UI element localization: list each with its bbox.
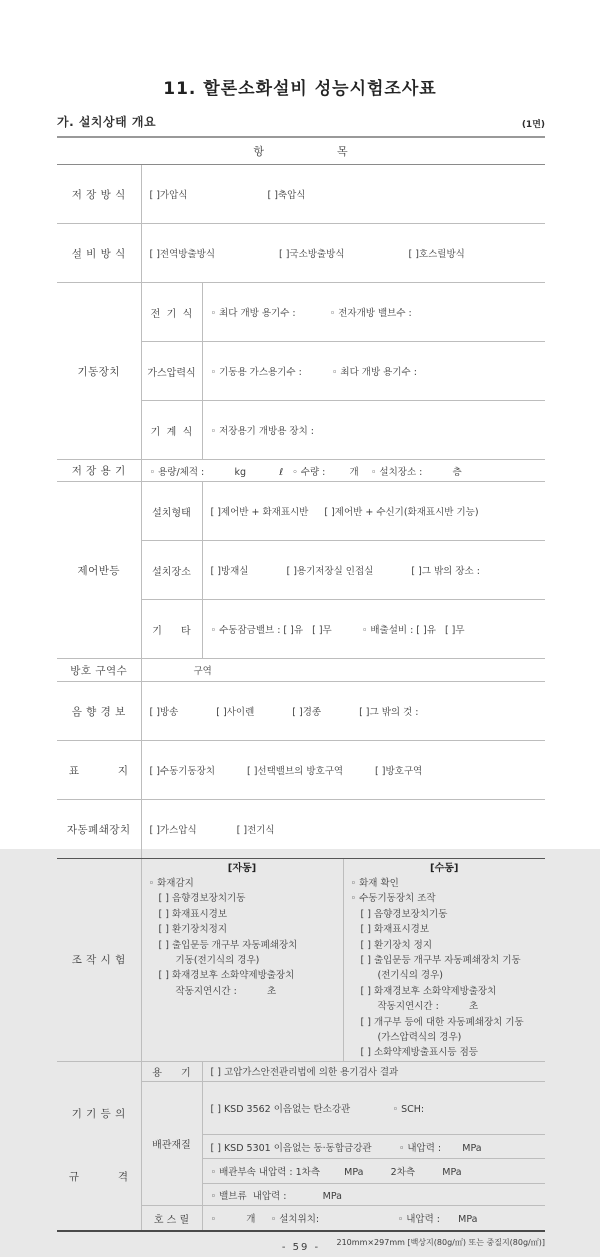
row-content-panel-location — [202, 541, 545, 600]
table-row — [57, 682, 545, 741]
checkbox-option: [ ]용기저장실 인접실 — [286, 566, 374, 577]
op-test-line: (전기식의 경우) — [377, 970, 443, 982]
table-row — [57, 460, 545, 482]
checkbox-option: [ ]경종 — [292, 707, 322, 718]
row-label-auto-close: 자동폐쇄장치 — [57, 800, 141, 859]
section-row — [57, 113, 545, 130]
op-test-manual-column — [343, 859, 545, 1062]
op-test-line: [ ] 출입문등 개구부 자동폐쇄장치 — [158, 939, 298, 951]
row-content-container: ◦ 용량/체적 : kg ℓ ◦ 수량 : 개 ◦ 설치장소 : 층 — [141, 460, 545, 482]
checkbox-option: [ ]전기식 — [236, 825, 275, 836]
table-row — [57, 283, 545, 342]
op-test-line: ◦ 화재 확인 — [350, 878, 399, 889]
table-row — [57, 482, 545, 541]
field-label: ◦ 최다 개방 용기수 : — [210, 308, 296, 319]
row-content-pipe-1: [ ] KSD 3562 이음없는 탄소강관 ◦ SCH: — [202, 1081, 545, 1135]
page-marker: (1면) — [521, 120, 545, 130]
sub-label-gas-pressure: 가스압력식 — [141, 342, 202, 401]
row-content-pipe-4: ◦ 밸브류 내압력 : MPa — [202, 1184, 545, 1206]
table-row-operation-test — [57, 859, 545, 1062]
row-content-zone-count: 구역 — [141, 659, 545, 682]
op-test-line: [ ] 개구부 등에 대한 자동폐쇄장치 기동 — [360, 1016, 524, 1028]
row-content-system — [141, 224, 545, 283]
sub-label-mechanical: 기 계 식 — [141, 401, 202, 460]
sub-label-panel-etc: 기 타 — [141, 600, 202, 659]
op-test-line: [ ] 환기장치 정지 — [360, 939, 433, 951]
checkbox-option: [ ]가압식 — [149, 190, 188, 201]
row-content-gas-pressure — [202, 342, 545, 401]
checkbox-option: [ ]제어반 + 수신기(화재표시반 기능) — [324, 507, 479, 518]
checkbox-option: [ ]호스릴방식 — [408, 249, 465, 260]
page-footer — [57, 1237, 545, 1257]
op-test-auto-header: [자동] — [227, 863, 257, 874]
op-test-line: ◦ 수동기동장치 조작 — [350, 893, 436, 905]
checkbox-option: [ ]수동기동장치 — [149, 766, 215, 777]
op-test-line: [ ] 출입문등 개구부 자동폐쇄장치 기동 — [360, 955, 521, 967]
checkbox-option: [ ]국소방출방식 — [279, 249, 345, 260]
row-label-sign: 표 지 — [57, 741, 141, 800]
table-row — [57, 224, 545, 283]
paper-spec-note: 210mm×297mm [백상지(80g/㎡) 또는 중질지(80g/㎡)] — [336, 1237, 545, 1247]
row-content-auto-close — [141, 800, 545, 859]
checkbox-option: ◦ 배출설비 : [ ]유 [ ]무 — [361, 625, 465, 636]
checkbox-option: [ ]그 밖의 것 : — [359, 707, 419, 718]
row-content-alarm — [141, 682, 545, 741]
op-test-line: [ ] 소화약제방출표시등 점등 — [360, 1047, 478, 1059]
table-header-row — [57, 137, 545, 165]
row-content-pipe-3: ◦ 배관부속 내압력 : 1차측 MPa 2차측 MPa — [202, 1159, 545, 1184]
op-test-line: [ ] 음향경보장치기동 — [158, 893, 246, 905]
checkbox-option: ◦ 수동잠금밸브 : [ ]유 [ ]무 — [210, 625, 332, 636]
op-test-line: ◦ 화재감지 — [148, 878, 194, 889]
row-content-hose-reel: ◦ 개 ◦ 설치위치: ◦ 내압력 : MPa — [210, 1214, 478, 1226]
op-test-manual-header: [수동] — [430, 863, 459, 874]
table-row — [57, 1061, 545, 1081]
checkbox-option: [ ]축압식 — [267, 190, 306, 201]
row-label-storage: 저 장 방 식 — [57, 165, 141, 224]
field-label: ◦ 기동용 가스용기수 : — [210, 367, 302, 378]
row-content-panel-etc — [202, 600, 545, 659]
row-content-pipe-2: [ ] KSD 5301 이음없는 동·동합금강관 ◦ 내압력 : MPa — [202, 1135, 545, 1159]
survey-table — [57, 136, 545, 1232]
checkbox-option: [ ]전역방출방식 — [149, 249, 215, 260]
op-test-line: [ ] 화재경보후 소화약제방출장치 — [360, 985, 497, 997]
sub-label-electric: 전 기 식 — [141, 283, 202, 342]
op-test-line: 기동(전기식의 경우) — [175, 955, 260, 967]
checkbox-option: [ ]방재실 — [210, 566, 249, 577]
field-label: ◦ 저장용기 개방용 장치 : — [210, 426, 314, 437]
op-test-line: [ ] 화재표시경보 — [158, 908, 228, 920]
page-number: - 59 - — [281, 1241, 321, 1253]
op-test-line: 작동지연시간 : 초 — [377, 1001, 479, 1013]
table-row — [57, 741, 545, 800]
equipment-label-line1: 기 기 등 의 — [71, 1107, 126, 1120]
op-test-line: [ ] 환기장치정지 — [158, 924, 228, 936]
row-content-storage — [141, 165, 545, 224]
field-label: ◦ 전자개방 밸브수 : — [329, 308, 412, 319]
table-row — [57, 165, 545, 224]
op-test-manual-lines — [348, 876, 542, 1061]
checkbox-option: [ ]선택밸브의 방호구역 — [247, 766, 344, 777]
page-title: 11. 할론소화설비 성능시험조사표 — [163, 79, 437, 99]
checkbox-option: [ ]방송 — [149, 707, 179, 718]
row-content-vessel: [ ] 고압가스안전관리법에 의한 용기검사 결과 — [202, 1061, 545, 1081]
section-heading: 가. 설치상태 개요 — [57, 115, 157, 129]
row-label-actuator: 기동장치 — [57, 283, 141, 460]
row-label-container: 저 장 용 기 — [57, 460, 141, 482]
checkbox-option: [ ]가스압식 — [149, 825, 197, 836]
op-test-line: [ ] 화재표시경보 — [360, 924, 430, 936]
row-content-panel-form — [202, 482, 545, 541]
sub-label-pipe-material: 배관재질 — [141, 1081, 202, 1206]
op-test-auto-lines — [146, 876, 339, 999]
table-header-cell: 항 목 — [57, 137, 545, 165]
table-row — [57, 659, 545, 682]
op-test-line: 작동지연시간 : 초 — [175, 985, 277, 997]
sub-label-panel-form: 설치형태 — [141, 482, 202, 541]
checkbox-option: [ ]방호구역 — [375, 766, 423, 777]
op-test-auto-column — [141, 859, 343, 1062]
checkbox-option: [ ]제어반 + 화재표시반 — [210, 507, 309, 518]
row-label-system: 설 비 방 식 — [57, 224, 141, 283]
row-label-panel: 제어반등 — [57, 482, 141, 659]
sub-label-vessel: 용 기 — [141, 1061, 202, 1081]
op-test-line: [ ] 음향경보장치기동 — [360, 908, 448, 920]
sub-label-hose-reel: 호 스 릴 — [141, 1206, 202, 1231]
row-content-electric — [202, 283, 545, 342]
table-row — [57, 800, 545, 859]
checkbox-option: [ ]사이렌 — [216, 707, 255, 718]
op-test-line: (가스압력식의 경우) — [377, 1032, 462, 1044]
row-label-zone-count: 방호 구역수 — [57, 659, 141, 682]
row-label-alarm: 음 향 경 보 — [57, 682, 141, 741]
row-label-operation-test: 조 작 시 험 — [57, 859, 141, 1062]
row-label-equipment — [57, 1061, 141, 1231]
sub-label-panel-location: 설치장소 — [141, 541, 202, 600]
op-test-line: [ ] 화재경보후 소화약제방출장치 — [158, 970, 295, 982]
checkbox-option: [ ]그 밖의 장소 : — [411, 566, 480, 577]
row-content-mechanical — [202, 401, 545, 460]
field-label: ◦ 최다 개방 용기수 : — [331, 367, 417, 378]
equipment-label-line2: 규 격 — [68, 1170, 129, 1183]
row-content-sign — [141, 741, 545, 800]
